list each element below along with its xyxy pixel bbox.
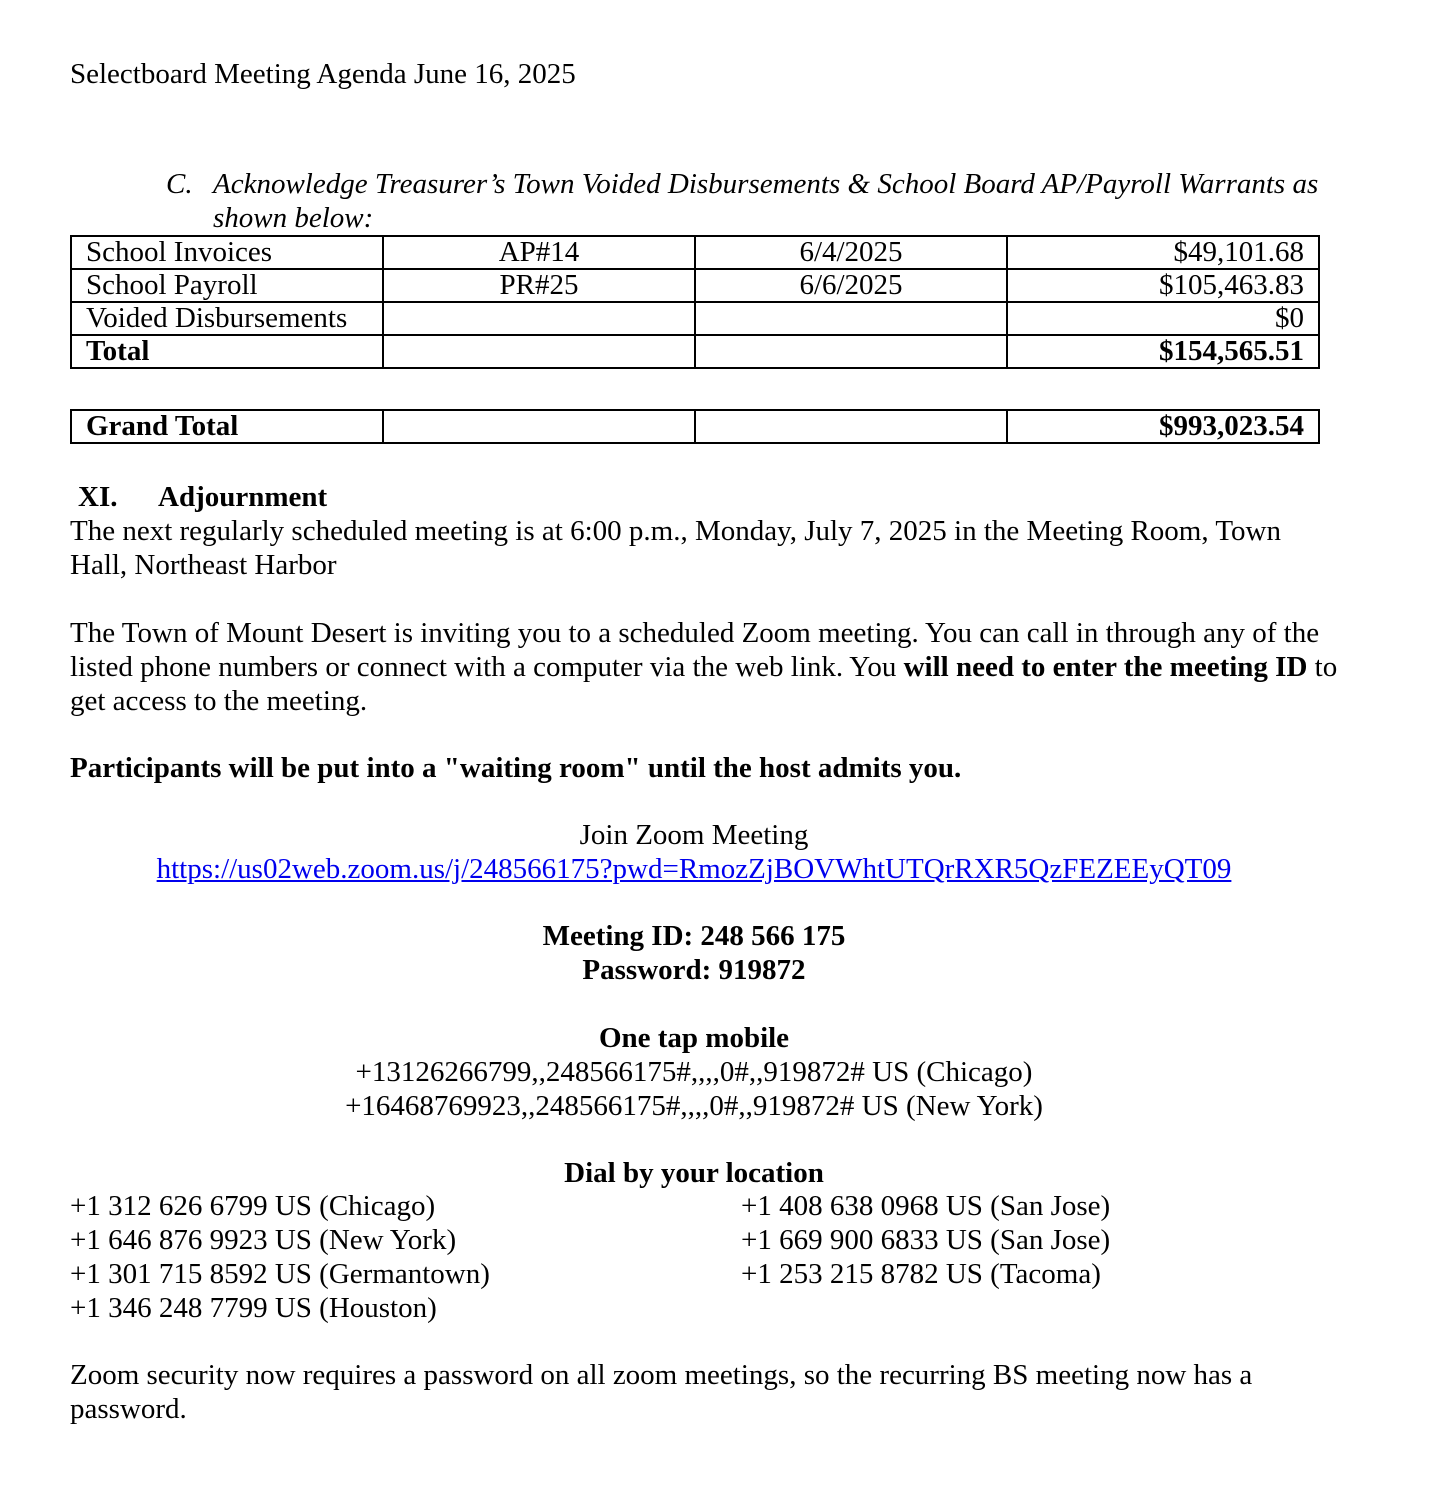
one-tap-number: +13126266799,,248566175#,,,,0#,,919872# US (Chicago) (355, 1056, 1033, 1088)
adjournment-text: The next regularly scheduled meeting is at 6:00 p.m., Monday, July 7, 2025 in the Meeting Room, Town Hall, Northeast Harbor (70, 515, 1281, 581)
warrants-table (70, 235, 1320, 369)
row-ref: PR#25 (383, 269, 695, 302)
total-row (71, 335, 1319, 368)
dial-numbers-right (741, 1189, 1110, 1291)
intro-emphasis: will need to enter the meeting ID (903, 651, 1308, 683)
table-row (71, 269, 1319, 302)
dial-number: +1 669 900 6833 US (San Jose) (741, 1224, 1111, 1256)
security-note: Zoom security now requires a password on all zoom meetings, so the recurring BS meeting now has a password. (70, 1359, 1253, 1425)
one-tap-heading: One tap mobile (598, 1022, 790, 1054)
dial-numbers-left (70, 1189, 490, 1325)
meeting-id: Meeting ID: 248 566 175 (542, 920, 846, 952)
empty-cell (383, 335, 695, 368)
page-header: Selectboard Meeting Agenda June 16, 2025 (70, 58, 576, 90)
section-c-heading: Acknowledge Treasurer’s Town Voided Disbursements & School Board AP/Payroll Warrants as shown below: (213, 168, 1319, 234)
dial-number: +1 346 248 7799 US (Houston) (70, 1292, 437, 1324)
total-label: Total (71, 335, 383, 368)
grand-total-label: Grand Total (71, 410, 383, 443)
intro-text-end: to get access to the meeting. (70, 651, 1338, 717)
section-c-letter: C. (166, 168, 193, 200)
empty-cell (695, 410, 1007, 443)
row-date: 6/6/2025 (695, 269, 1007, 302)
row-label: Voided Disbursements (71, 302, 383, 335)
row-date: 6/4/2025 (695, 236, 1007, 269)
grand-total-amount: $993,023.54 (1007, 410, 1319, 443)
row-amount: $105,463.83 (1007, 269, 1319, 302)
dial-by-location-heading: Dial by your location (564, 1157, 824, 1189)
empty-cell (695, 335, 1007, 368)
row-label: School Payroll (71, 269, 383, 302)
row-label: School Invoices (71, 236, 383, 269)
section-number: XI. (78, 481, 118, 513)
join-zoom-link-line (0, 852, 1388, 886)
zoom-intro-paragraph (70, 616, 1340, 718)
grand-total-row (71, 410, 1319, 443)
grand-total-table (70, 409, 1320, 444)
one-tap-number: +16468769923,,248566175#,,,,0#,,919872# US (New York) (345, 1090, 1043, 1122)
dial-number: +1 646 876 9923 US (New York) (70, 1224, 457, 1256)
zoom-meeting-link[interactable]: https://us02web.zoom.us/j/248566175?pwd=RmozZjBOVWhtUTQrRXR5QzFEZEEyQT09 (156, 853, 1232, 885)
dial-number: +1 301 715 8592 US (Germantown) (70, 1258, 490, 1290)
table-row (71, 302, 1319, 335)
row-date (695, 302, 1007, 335)
join-zoom-label: Join Zoom Meeting (579, 819, 809, 851)
row-ref: AP#14 (383, 236, 695, 269)
row-amount: $49,101.68 (1007, 236, 1319, 269)
section-title: Adjournment (158, 481, 328, 513)
total-amount: $154,565.51 (1007, 335, 1319, 368)
dial-number: +1 253 215 8782 US (Tacoma) (741, 1258, 1101, 1290)
dial-number: +1 312 626 6799 US (Chicago) (70, 1190, 436, 1222)
meeting-password: Password: 919872 (582, 954, 806, 986)
waiting-room-notice: Participants will be put into a "waiting room" until the host admits you. (70, 752, 962, 784)
row-amount: $0 (1007, 302, 1319, 335)
table-row (71, 236, 1319, 269)
empty-cell (383, 410, 695, 443)
dial-number: +1 408 638 0968 US (San Jose) (741, 1190, 1111, 1222)
row-ref (383, 302, 695, 335)
intro-text: The Town of Mount Desert is inviting you to a scheduled Zoom meeting. You can call in through any of the listed phone numbers or connect with a computer via the web link. You (70, 617, 1320, 683)
